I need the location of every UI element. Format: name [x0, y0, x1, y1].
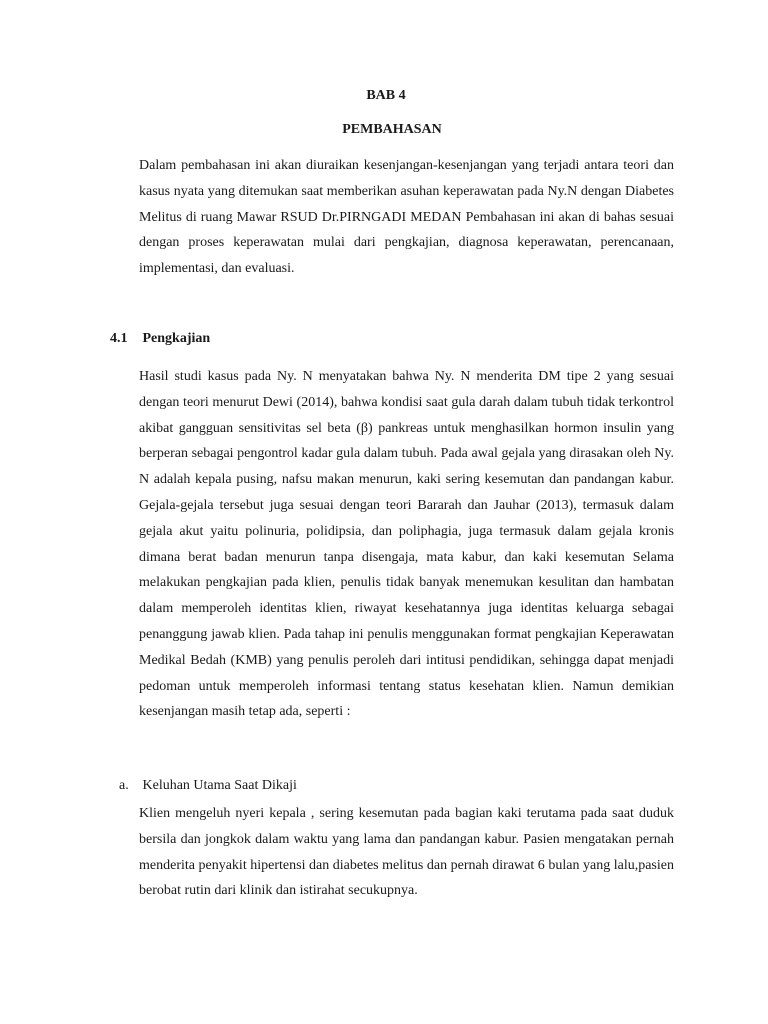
- subsection-title: Keluhan Utama Saat Dikaji: [142, 778, 297, 793]
- chapter-label: BAB 4: [366, 88, 406, 103]
- subsection-letter: a.: [119, 778, 129, 793]
- section-heading: [110, 331, 210, 347]
- subsection-body-paragraph: Klien mengeluh nyeri kepala , sering kesemutan pada bagian kaki terutama pada saat duduk bersila dan jongkok dalam waktu yang lama dan pandangan kabur. Pasien mengatakan pernah menderita penyakit hipertensi dan diabetes melitus dan pernah dirawat 6 bulan yang lalu,pasien berobat rutin dari klinik dan istirahat secukupnya.: [139, 806, 674, 899]
- section-number: 4.1: [110, 331, 128, 346]
- section-title: Pengkajian: [142, 331, 211, 346]
- intro-paragraph: Dalam pembahasan ini akan diuraikan kesenjangan-kesenjangan yang terjadi antara teori dan kasus nyata yang ditemukan saat memberikan asuhan keperawatan pada Ny.N dengan Diabetes Melitus di ruang Mawar RSUD Dr.PIRNGADI MEDAN Pembahasan ini akan di bahas sesuai dengan proses keperawatan mulai dari pengkajian, diagnosa keperawatan, perencanaan, implementasi, dan evaluasi.: [139, 158, 674, 277]
- subsection-heading: [119, 778, 297, 794]
- section-body-paragraph: Hasil studi kasus pada Ny. N menyatakan bahwa Ny. N menderita DM tipe 2 yang sesuai dengan teori menurut Dewi (2014), bahwa kondisi saat gula darah dalam tubuh tidak terkontrol akibat gangguan sensitivitas sel beta (β) pankreas untuk menghasilkan hormon insulin yang berperan sebagai pengontrol kadar gula dalam tubuh. Pada awal gejala yang dirasakan oleh Ny. N adalah kepala pusing, nafsu makan menurun, kaki sering kesemutan dan pandangan kabur. Gejala-gejala tersebut juga sesuai dengan teori Bararah dan Jauhar (2013), termasuk dalam gejala akut yaitu polinuria, polidipsia, dan poliphagia, juga termasuk dalam gejala kronis dimana berat badan menurun tanpa disengaja, mata kabur, dan kaki kesemutan Selama melakukan pengkajian pada klien, penulis tidak banyak menemukan kesulitan dan hambatan dalam memperoleh identitas klien, riwayat kesehatannya juga identitas keluarga sebagai penanggung jawab klien. Pada tahap ini penulis menggunakan format pengkajian Keperawatan Medikal Bedah (KMB) yang penulis peroleh dari intitusi pendidikan, sehingga dapat menjadi pedoman untuk memperoleh informasi tentang status kesehatan klien. Namun demikian kesenjangan masih tetap ada, seperti :: [139, 369, 674, 720]
- chapter-title: PEMBAHASAN: [342, 122, 442, 137]
